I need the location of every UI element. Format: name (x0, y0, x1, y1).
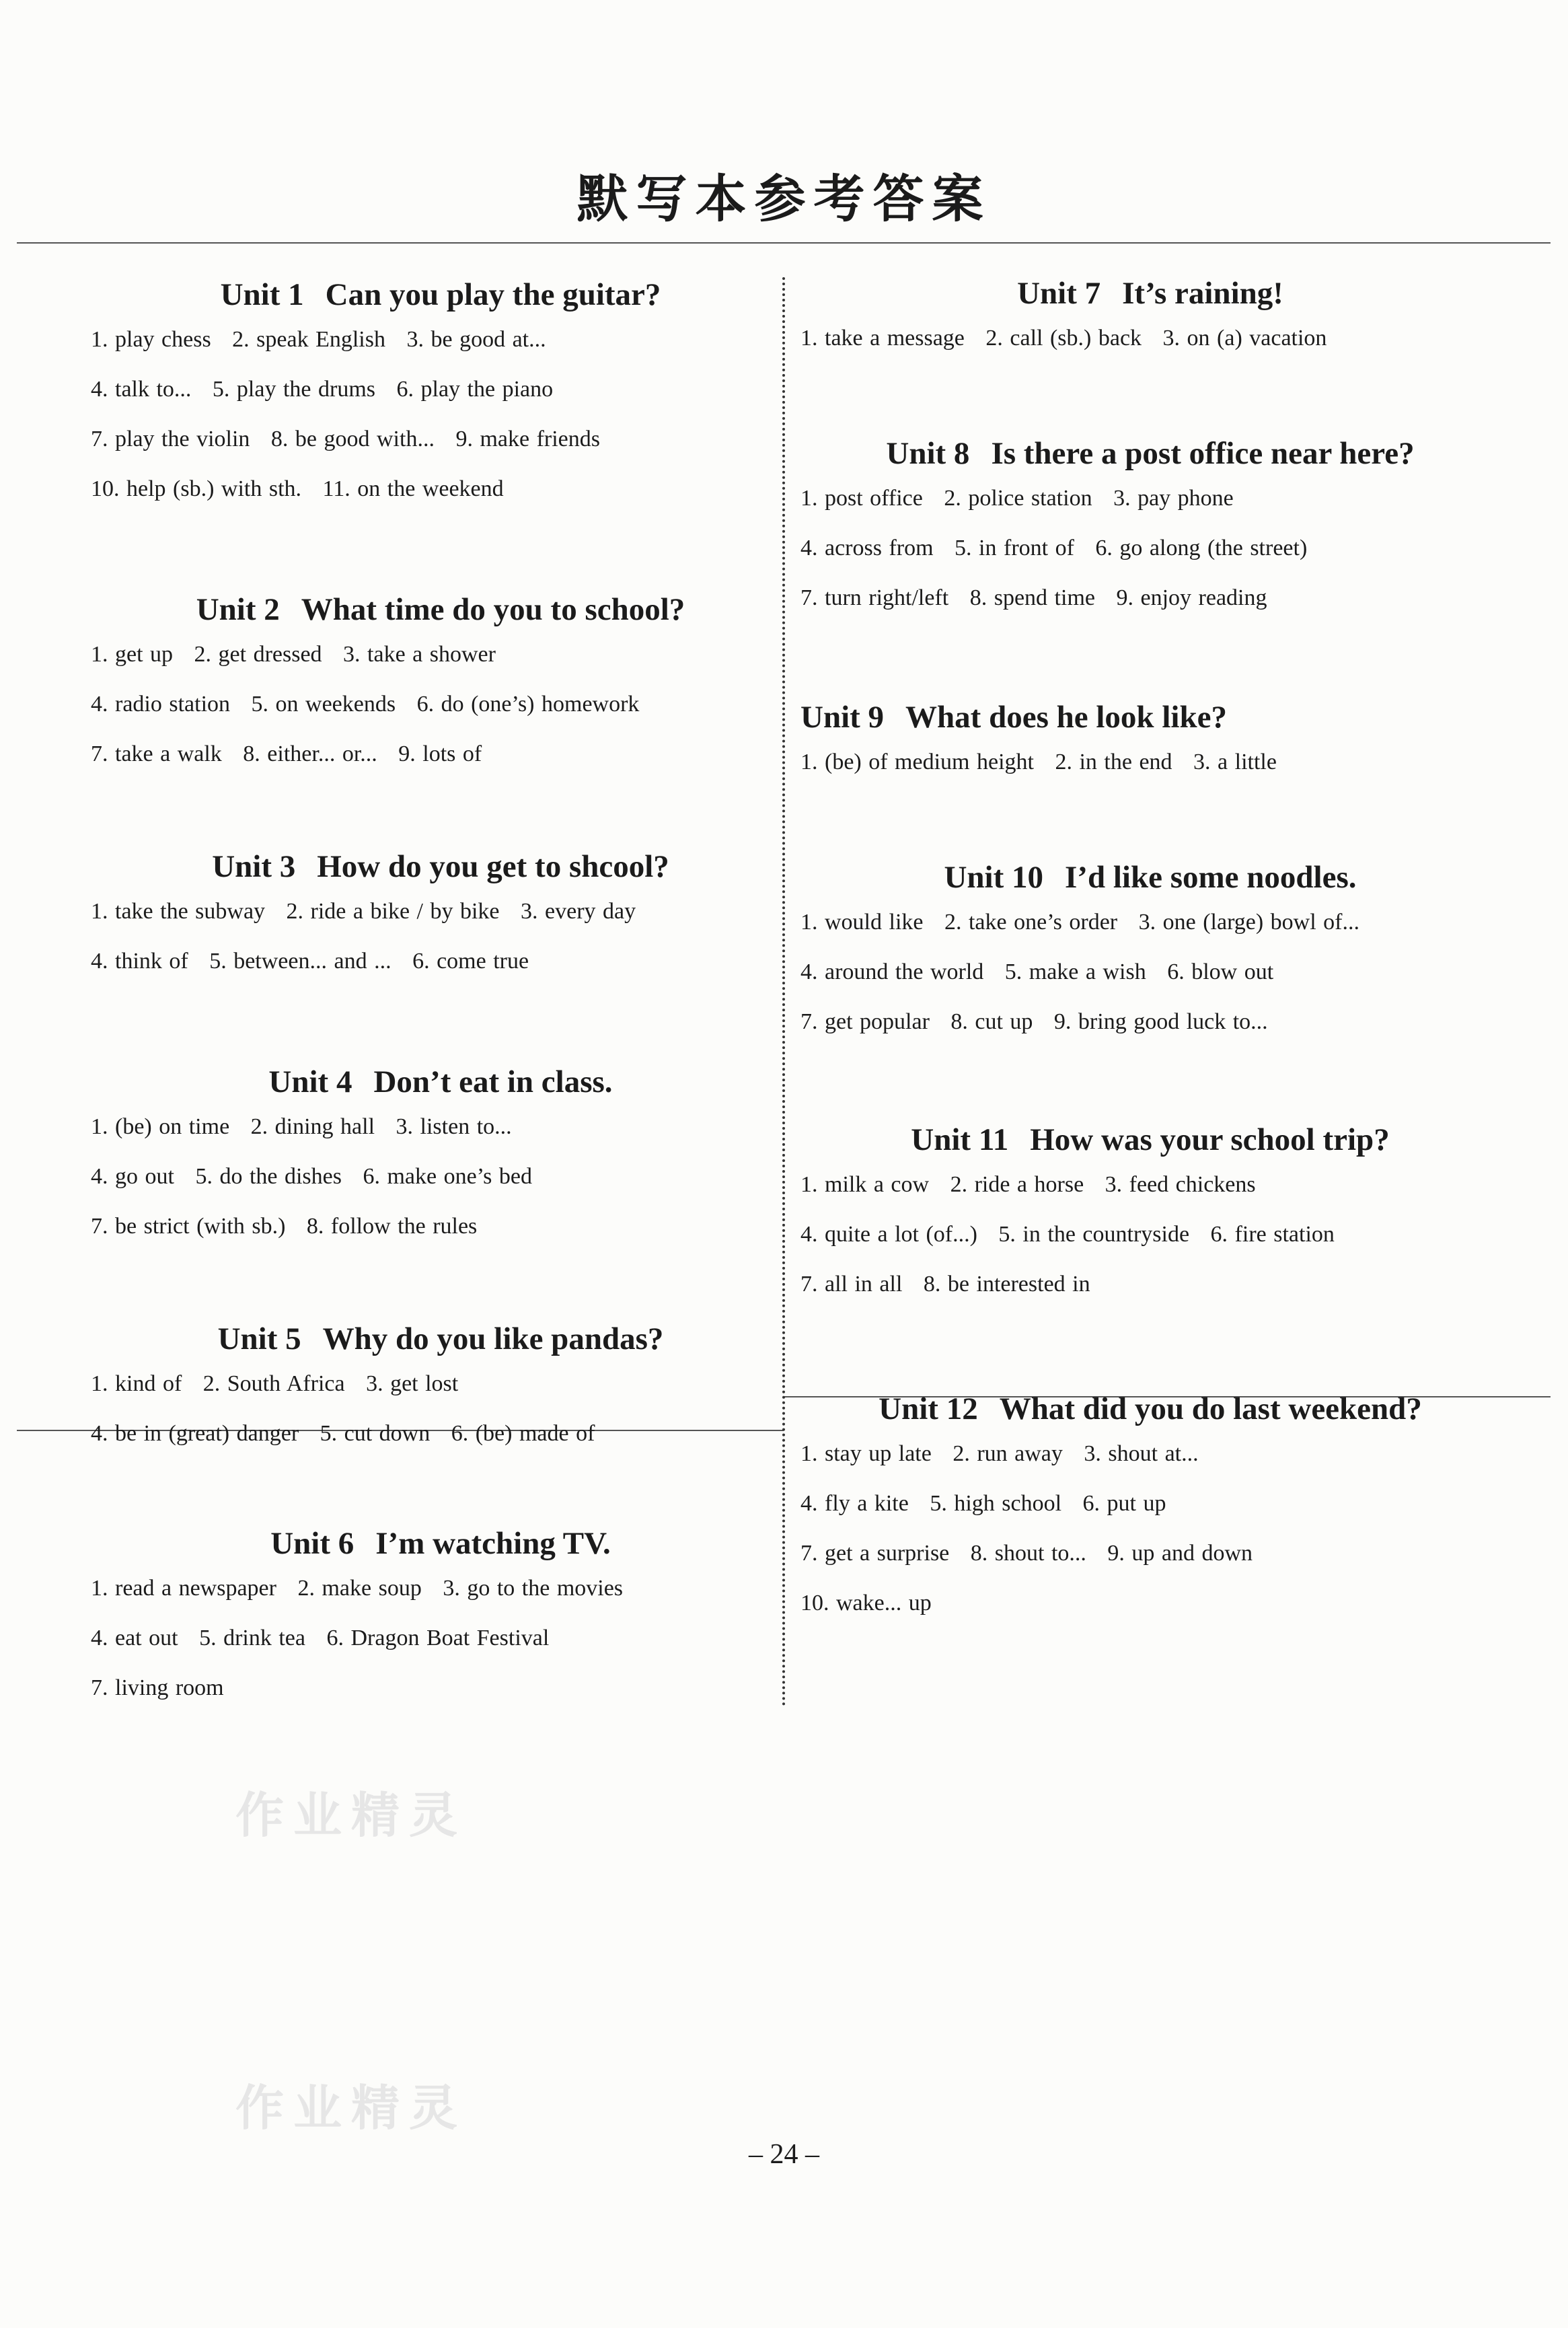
answer-line: 4. quite a lot (of...) 5. in the countryside 6. fire station (800, 1222, 1335, 1247)
unit-heading: Unit 6 I’m watching TV. (270, 1526, 611, 1561)
unit-heading: Unit 2 What time do you to school? (196, 592, 685, 627)
unit-heading: Unit 4 Don’t eat in class. (268, 1064, 613, 1099)
answer-line: 1. would like 2. take one’s order 3. one (large) bowl of... (800, 910, 1360, 935)
unit-10-section (800, 857, 1500, 1047)
answer-line: 1. stay up late 2. run away 3. shout at... (800, 1441, 1199, 1466)
unit-12-section (800, 1389, 1500, 1628)
answer-line: 1. read a newspaper 2. make soup 3. go to the movies (91, 1576, 624, 1601)
page-title: 默写本参考答案 (576, 169, 992, 229)
unit-heading: Unit 12 What did you do last weekend? (879, 1391, 1422, 1426)
unit-heading: Unit 8 Is there a post office near here? (886, 436, 1415, 471)
answer-line: 1. post office 2. police station 3. pay phone (800, 486, 1234, 511)
unit-3-section (91, 846, 790, 986)
answer-line: 10. wake... up (800, 1591, 932, 1615)
unit-2-section (91, 589, 790, 779)
answer-line: 7. get a surprise 8. shout to... 9. up and down (800, 1541, 1253, 1566)
answer-line: 7. take a walk 8. either... or... 9. lots of (91, 741, 482, 766)
answer-line: 4. think of 5. between... and ... 6. come true (91, 949, 529, 974)
unit-8-section (800, 433, 1500, 623)
unit-1-section (91, 275, 790, 514)
answer-line: 1. (be) on time 2. dining hall 3. listen to... (91, 1114, 512, 1139)
answer-line: 1. take the subway 2. ride a bike / by bike 3. every day (91, 899, 636, 924)
answer-line: 1. take a message 2. call (sb.) back 3. on (a) vacation (800, 326, 1327, 351)
page-number: – 24 – (749, 2139, 819, 2170)
answer-line: 7. turn right/left 8. spend time 9. enjoy reading (800, 585, 1267, 610)
unit-heading: Unit 10 I’d like some noodles. (944, 860, 1357, 895)
answer-line: 4. across from 5. in front of 6. go along (the street) (800, 536, 1308, 560)
answer-line: 1. get up 2. get dressed 3. take a shower (91, 642, 496, 667)
answer-line: 1. milk a cow 2. ride a horse 3. feed chickens (800, 1172, 1256, 1197)
unit-11-section (800, 1120, 1500, 1309)
title-rule (17, 242, 1551, 244)
answer-line: 4. around the world 5. make a wish 6. blow out (800, 959, 1274, 984)
unit-heading: Unit 1 Can you play the guitar? (220, 277, 661, 312)
answer-line: 4. eat out 5. drink tea 6. Dragon Boat Festival (91, 1626, 550, 1650)
watermark: 作业精灵 (235, 2080, 468, 2136)
unit-4-section (91, 1062, 790, 1251)
answer-line: 1. (be) of medium height 2. in the end 3. a little (800, 750, 1277, 774)
unit-7-section (800, 273, 1500, 363)
answer-line: 7. play the violin 8. be good with... 9. make friends (91, 427, 600, 451)
unit-6-section (91, 1523, 790, 1713)
unit-heading: Unit 3 How do you get to shcool? (212, 849, 669, 884)
unit-heading: Unit 5 Why do you like pandas? (217, 1321, 664, 1356)
answer-line: 1. play chess 2. speak English 3. be good at... (91, 327, 546, 352)
answer-line: 1. kind of 2. South Africa 3. get lost (91, 1371, 459, 1396)
answer-line: 10. help (sb.) with sth. 11. on the weekend (91, 476, 504, 501)
unit-heading: Unit 7 It’s raining! (1017, 276, 1283, 311)
answer-line: 4. be in (great) danger 5. cut down 6. (be) made of (91, 1421, 595, 1446)
unit-heading: Unit 11 How was your school trip? (911, 1122, 1390, 1157)
unit-heading: Unit 9 What does he look like? (800, 700, 1227, 735)
answer-line: 7. be strict (with sb.) 8. follow the rules (91, 1214, 478, 1239)
answer-line: 4. radio station 5. on weekends 6. do (one’s) homework (91, 692, 640, 717)
answer-line: 7. living room (91, 1675, 224, 1700)
answer-line: 7. get popular 8. cut up 9. bring good luck to... (800, 1009, 1268, 1034)
answer-line: 7. all in all 8. be interested in (800, 1272, 1090, 1297)
answer-line: 4. go out 5. do the dishes 6. make one’s bed (91, 1164, 532, 1189)
answer-line: 4. fly a kite 5. high school 6. put up (800, 1491, 1166, 1516)
unit-5-section (91, 1319, 790, 1459)
unit-9-section (800, 697, 1500, 787)
watermark: 作业精灵 (235, 1787, 468, 1844)
answer-line: 4. talk to... 5. play the drums 6. play the piano (91, 377, 554, 402)
